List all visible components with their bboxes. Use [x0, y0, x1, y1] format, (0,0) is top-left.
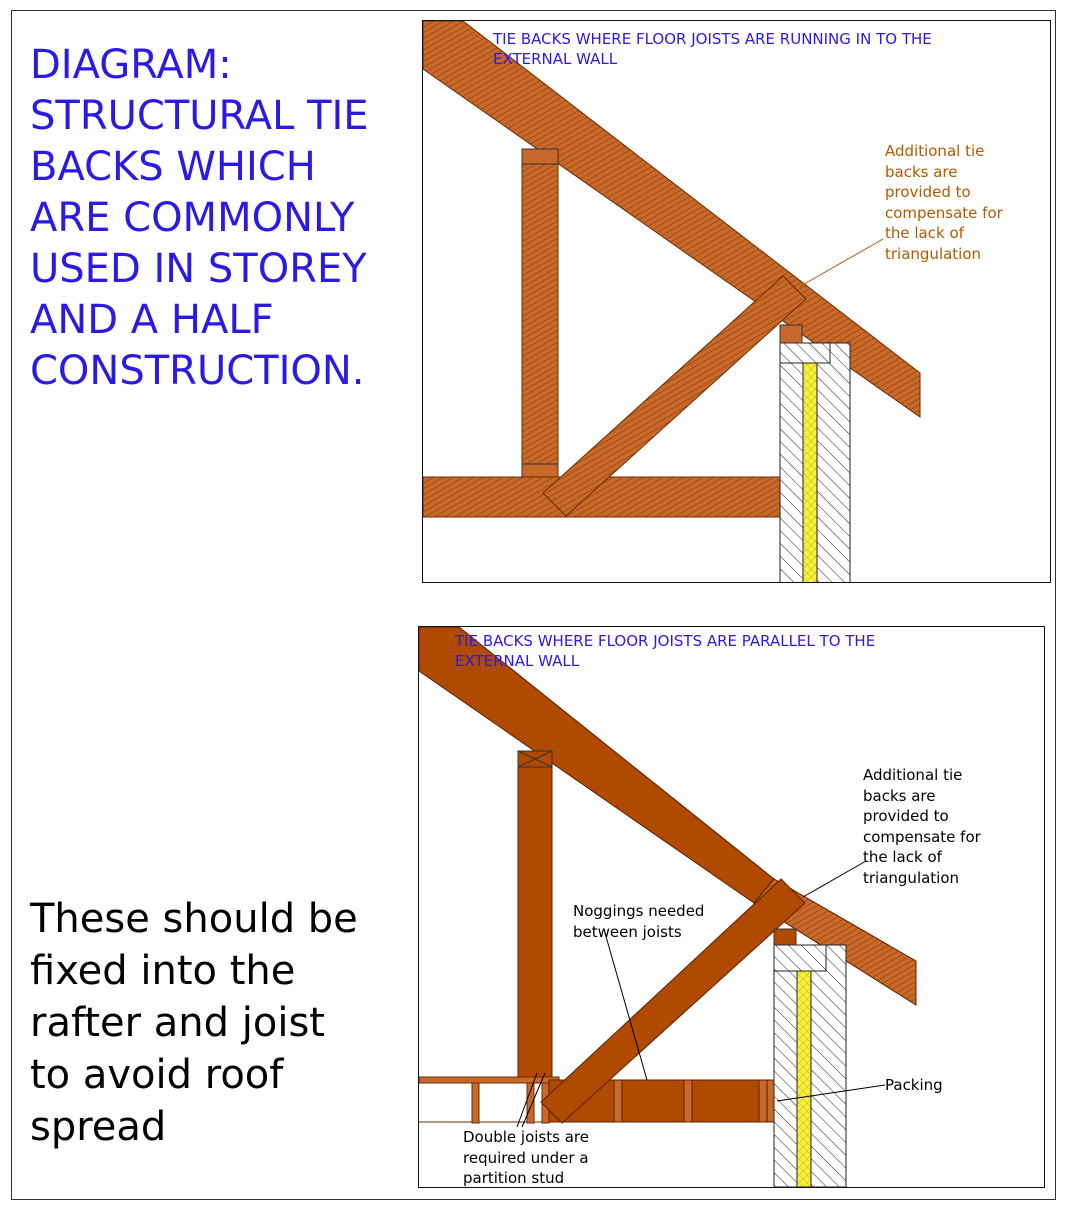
label-line: compensate for — [863, 827, 981, 846]
joists-parallel-drawing — [419, 627, 1044, 1187]
sole-plate — [419, 1077, 559, 1083]
nogging-joist — [614, 1080, 622, 1122]
label-line: Noggings needed — [573, 902, 705, 920]
label-line: provided to — [885, 183, 971, 201]
caption-line: TIE BACKS WHERE FLOOR JOISTS ARE RUNNING IN TO THE — [493, 30, 932, 48]
tie-back-label — [863, 765, 981, 888]
label-line: Additional tie — [885, 142, 985, 160]
label-line: required under a — [463, 1148, 589, 1167]
stud-head-plate — [522, 149, 558, 164]
heading-line: DIAGRAM: — [30, 42, 232, 88]
label-line: Double joists are — [463, 1128, 589, 1146]
joists-into-wall-drawing — [423, 21, 1050, 582]
caption-line: EXTERNAL WALL — [455, 652, 580, 670]
cavity-insulation — [803, 363, 817, 582]
joist-section — [527, 1083, 534, 1123]
joist-section — [472, 1083, 479, 1123]
partition-stud — [522, 149, 558, 479]
packing-block — [780, 325, 802, 343]
heading-line: CONSTRUCTION. — [30, 348, 365, 394]
note-line: fixed into the — [30, 948, 296, 994]
heading-line: AND A HALF — [30, 297, 274, 343]
nogging-joist — [759, 1080, 767, 1122]
heading-line: ARE COMMONLY — [30, 195, 355, 241]
partition-stud — [518, 751, 552, 1077]
label-line: partition stud — [463, 1169, 565, 1187]
tie-label-leader — [799, 239, 883, 287]
nogging-joist — [684, 1080, 692, 1122]
note-line: spread — [30, 1104, 167, 1150]
label-line: compensate for — [885, 203, 1003, 222]
label-line: provided to — [863, 807, 949, 825]
panel-caption — [493, 29, 932, 69]
heading-line: USED IN STOREY — [30, 246, 367, 292]
wall-plate — [780, 343, 830, 363]
label-line: backs are — [863, 786, 936, 805]
diagram-heading — [30, 40, 410, 397]
label-line: the lack of — [863, 848, 942, 866]
wall-plate — [774, 945, 826, 971]
label-line: backs are — [885, 162, 958, 181]
fixing-note — [30, 893, 390, 1153]
label-line: between joists — [573, 922, 682, 941]
caption-line: EXTERNAL WALL — [493, 50, 618, 68]
note-line: rafter and joist — [30, 1000, 325, 1046]
cavity-insulation — [797, 971, 811, 1187]
caption-line: TIE BACKS WHERE FLOOR JOISTS ARE PARALLEL TO THE — [455, 632, 876, 650]
label-line: triangulation — [863, 868, 960, 887]
tie-label-leader — [803, 861, 866, 897]
double-joists-label — [463, 1127, 589, 1188]
diagram-joists-parallel — [418, 626, 1045, 1188]
panel-caption — [455, 631, 875, 671]
heading-line: BACKS WHICH — [30, 144, 316, 190]
label-line: the lack of — [885, 224, 964, 242]
packing-label: Packing — [885, 1076, 943, 1094]
label-line: triangulation — [885, 244, 982, 263]
noggings-label — [573, 901, 704, 942]
label-line: Additional tie — [863, 766, 963, 784]
note-line: These should be — [30, 896, 358, 942]
tie-back-label — [885, 141, 1003, 264]
note-line: to avoid roof — [30, 1052, 284, 1098]
packing-block — [774, 929, 796, 945]
heading-line: STRUCTURAL TIE — [30, 93, 369, 139]
diagram-joists-into-wall — [422, 20, 1051, 583]
